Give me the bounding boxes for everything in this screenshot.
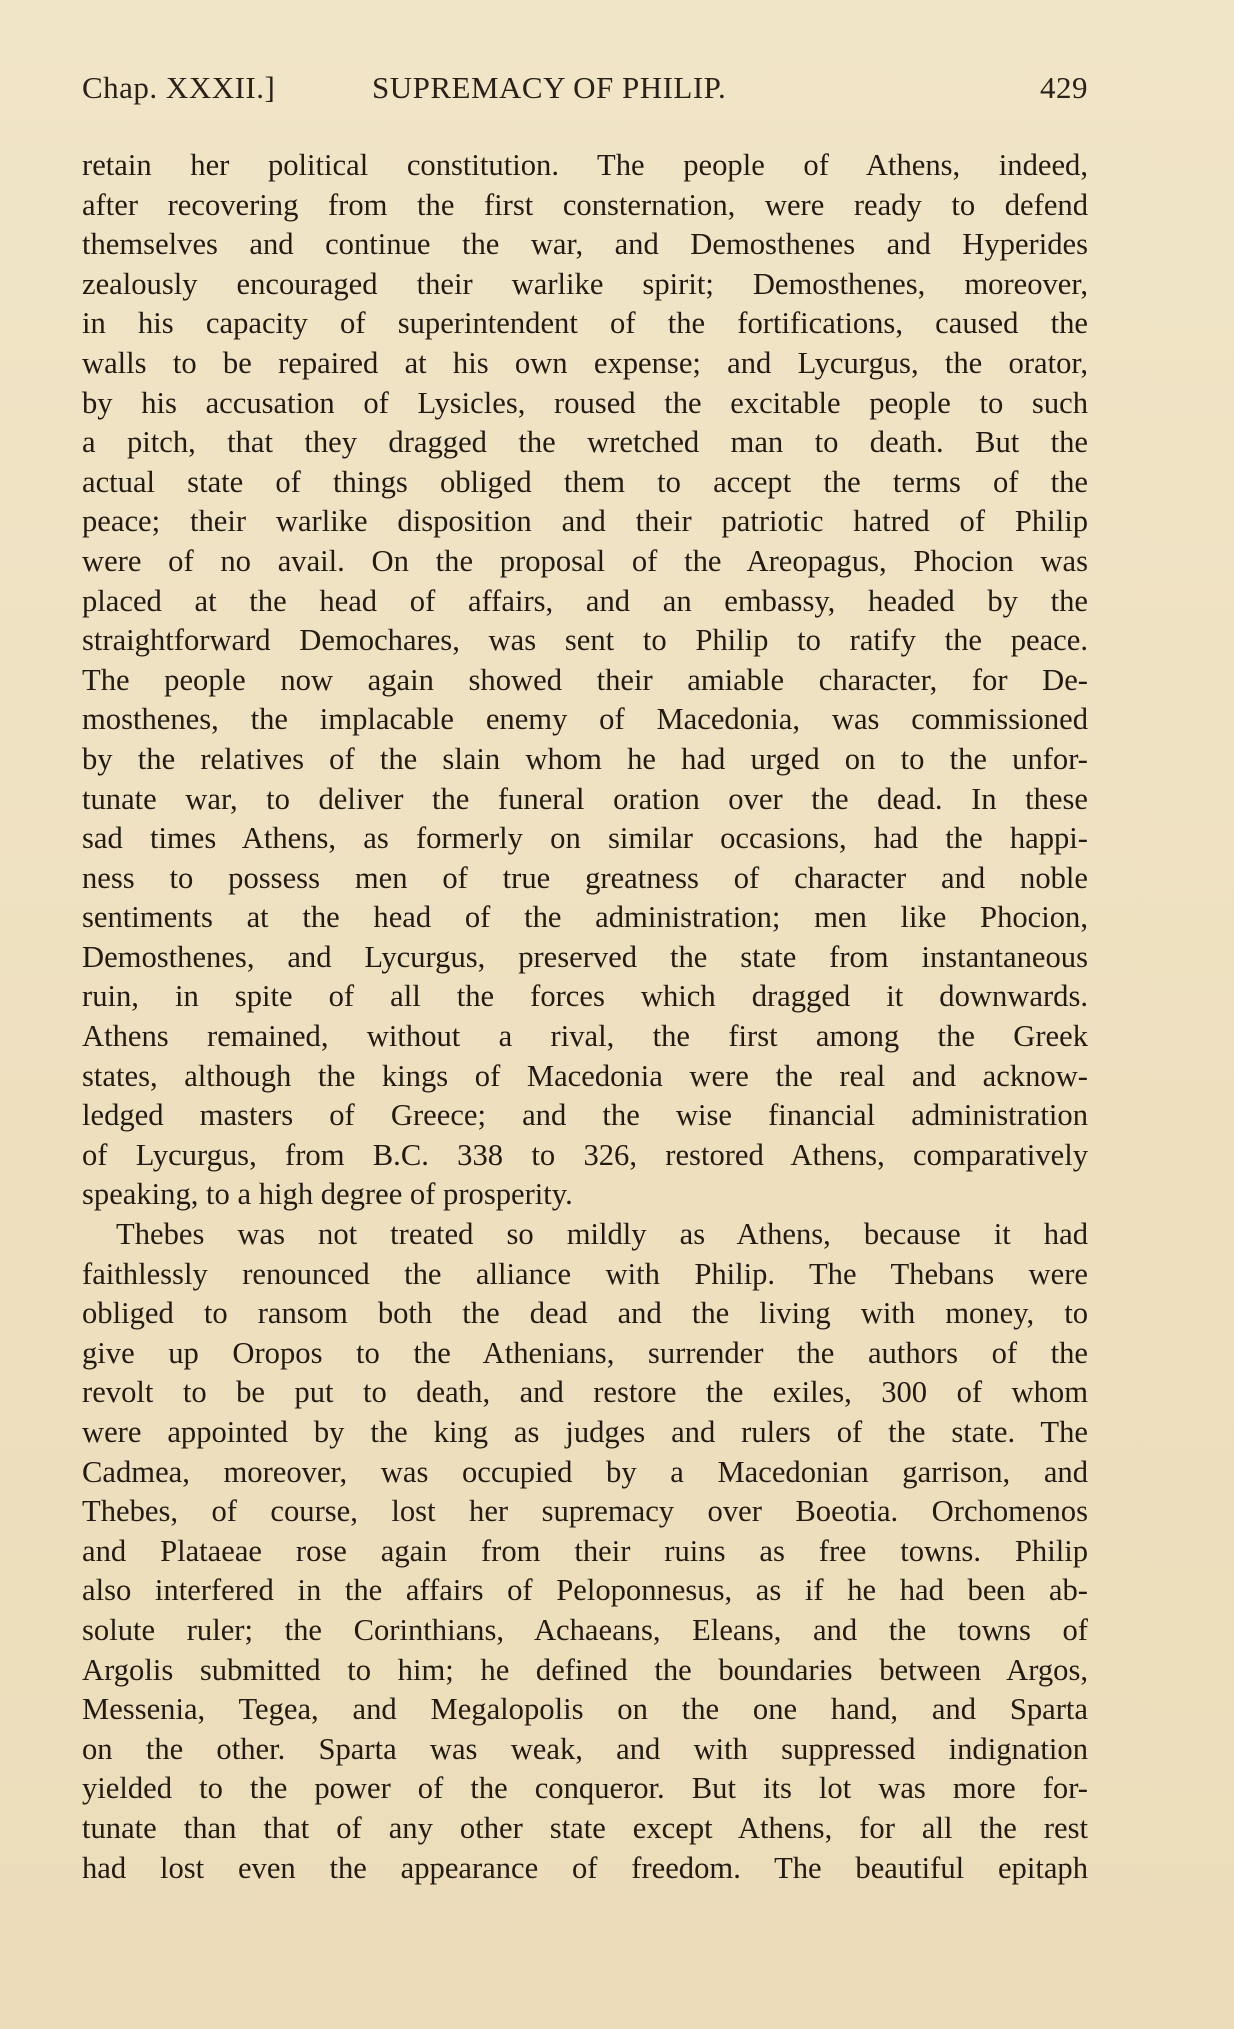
body-text	[82, 146, 1088, 1888]
text-line: actual state of things obliged them to accept the terms of the	[82, 464, 1088, 499]
page-number: 429	[1040, 70, 1088, 105]
text-line: ruin, in spite of all the forces which dragged it downwards.	[82, 979, 1088, 1014]
text-line: states, although the kings of Macedonia were the real and acknow-	[82, 1058, 1088, 1093]
text-line: ledged masters of Greece; and the wise financial administration	[82, 1098, 1088, 1133]
text-line: also interfered in the affairs of Peloponnesus, as if he had been ab-	[82, 1573, 1088, 1608]
text-line: tunate war, to deliver the funeral oration over the dead. In these	[82, 781, 1088, 816]
text-line: peace; their warlike disposition and their patriotic hatred of Philip	[82, 504, 1088, 539]
text-line: by the relatives of the slain whom he had urged on to the unfor-	[82, 741, 1088, 776]
text-line: ness to possess men of true greatness of character and noble	[82, 860, 1088, 895]
text-line: mosthenes, the implacable enemy of Macedonia, was commissioned	[82, 702, 1088, 737]
text-line: Argolis submitted to him; he defined the boundaries between Argos,	[82, 1652, 1088, 1687]
text-line: and Plataeae rose again from their ruins as free towns. Philip	[82, 1533, 1088, 1568]
text-line: placed at the head of affairs, and an embassy, headed by the	[82, 583, 1088, 618]
text-line: in his capacity of superintendent of the fortifications, caused the	[82, 306, 1088, 341]
running-head	[82, 70, 1088, 114]
text-line: on the other. Sparta was weak, and with suppressed indignation	[82, 1731, 1088, 1766]
text-line: were of no avail. On the proposal of the Areopagus, Phocion was	[82, 543, 1088, 578]
text-line: zealously encouraged their warlike spirit; Demosthenes, moreover,	[82, 266, 1088, 301]
running-title: SUPREMACY OF PHILIP.	[372, 70, 727, 105]
text-line: sad times Athens, as formerly on similar occasions, had the happi-	[82, 821, 1088, 856]
text-line: Cadmea, moreover, was occupied by a Macedonian garrison, and	[82, 1454, 1088, 1489]
text-line: obliged to ransom both the dead and the living with money, to	[82, 1296, 1088, 1331]
text-line: Messenia, Tegea, and Megalopolis on the one hand, and Sparta	[82, 1692, 1088, 1727]
text-line: were appointed by the king as judges and rulers of the state. The	[82, 1415, 1088, 1449]
text-line: speaking, to a high degree of prosperity.	[82, 1177, 573, 1212]
text-line: walls to be repaired at his own expense; and Lycurgus, the orator,	[82, 345, 1088, 380]
paragraph	[82, 146, 1088, 1215]
text-line: tunate than that of any other state except Athens, for all the rest	[82, 1810, 1088, 1845]
text-line: Athens remained, without a rival, the first among the Greek	[82, 1019, 1088, 1054]
text-line: Thebes, of course, lost her supremacy over Boeotia. Orchomenos	[82, 1494, 1088, 1529]
paragraph	[82, 1215, 1088, 1888]
text-line: retain her political constitution. The people of Athens, indeed,	[82, 148, 1088, 182]
text-line: had lost even the appearance of freedom. The beautiful epitaph	[82, 1850, 1088, 1885]
text-line: by his accusation of Lysicles, roused the excitable people to such	[82, 385, 1088, 420]
text-line: Thebes was not treated so mildly as Athens, because it had	[116, 1217, 1088, 1252]
text-line: faithlessly renounced the alliance with Philip. The Thebans were	[82, 1256, 1088, 1291]
text-line: themselves and continue the war, and Demosthenes and Hyperides	[82, 227, 1088, 262]
text-line: sentiments at the head of the administration; men like Phocion,	[82, 900, 1088, 935]
text-line: after recovering from the first consternation, were ready to defend	[82, 187, 1088, 222]
text-line: give up Oropos to the Athenians, surrender the authors of the	[82, 1335, 1088, 1370]
text-line: Demosthenes, and Lycurgus, preserved the state from instantaneous	[82, 939, 1088, 974]
book-page	[82, 70, 1088, 1888]
chapter-label: Chap. XXXII.]	[82, 70, 276, 105]
text-line: straightforward Demochares, was sent to Philip to ratify the peace.	[82, 623, 1088, 658]
text-line: The people now again showed their amiable character, for De-	[82, 662, 1088, 697]
text-line: revolt to be put to death, and restore the exiles, 300 of whom	[82, 1375, 1088, 1410]
text-line: of Lycurgus, from B.C. 338 to 326, restored Athens, comparatively	[82, 1137, 1088, 1172]
text-line: yielded to the power of the conqueror. But its lot was more for-	[82, 1771, 1088, 1806]
text-line: a pitch, that they dragged the wretched man to death. But the	[82, 425, 1088, 460]
text-line: solute ruler; the Corinthians, Achaeans, Eleans, and the towns of	[82, 1612, 1088, 1647]
